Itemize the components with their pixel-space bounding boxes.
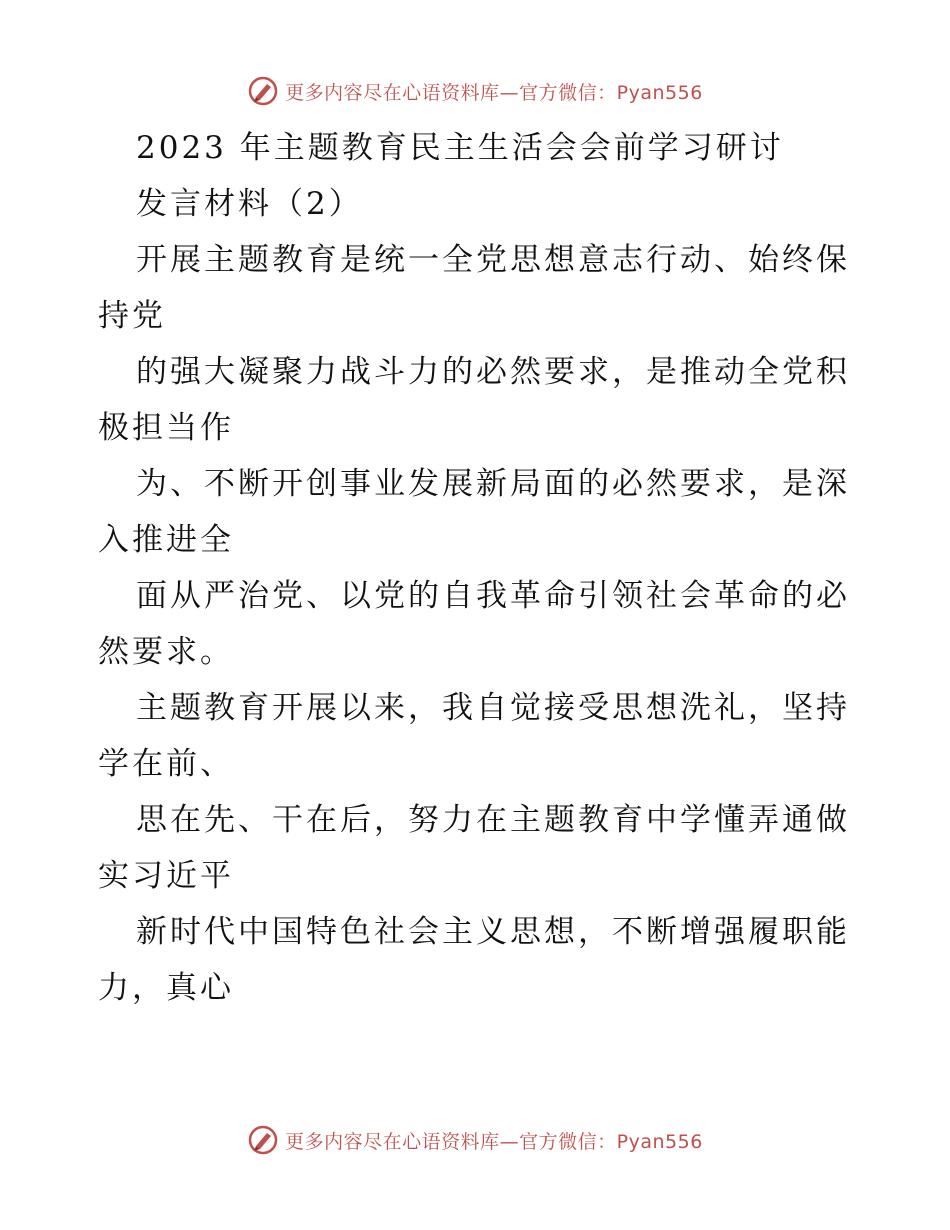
paragraph-line: 入推进全 xyxy=(98,522,234,558)
watermark-footer xyxy=(0,1120,950,1160)
watermark-text: 更多内容尽在心语资料库—官方微信：Pyan556 xyxy=(285,1130,703,1153)
paragraph-line: 持党 xyxy=(98,298,166,334)
document-body xyxy=(98,120,858,1016)
doc-title-line-1: 2023 年主题教育民主生活会会前学习研讨 xyxy=(136,130,784,166)
paragraph-line: 开展主题教育是统一全党思想意志行动、始终保 xyxy=(136,242,850,278)
doc-title-line-2: 发言材料（2） xyxy=(136,186,363,222)
pen-seal-icon xyxy=(247,75,279,107)
pen-seal-icon xyxy=(247,1124,279,1156)
paragraph-line: 新时代中国特色社会主义思想，不断增强履职能 xyxy=(136,914,850,950)
paragraph-line: 的强大凝聚力战斗力的必然要求，是推动全党积 xyxy=(136,354,850,390)
paragraph-line: 力，真心 xyxy=(98,970,234,1006)
paragraph-line: 学在前、 xyxy=(98,746,234,782)
watermark-text: 更多内容尽在心语资料库—官方微信：Pyan556 xyxy=(285,81,703,104)
watermark-header xyxy=(0,71,950,111)
paragraph-line: 思在先、干在后，努力在主题教育中学懂弄通做 xyxy=(136,802,850,838)
paragraph-line: 然要求。 xyxy=(98,634,234,670)
paragraph-line: 主题教育开展以来，我自觉接受思想洗礼，坚持 xyxy=(136,690,850,726)
paragraph-line: 极担当作 xyxy=(98,410,234,446)
paragraph-line: 实习近平 xyxy=(98,858,234,894)
paragraph-line: 面从严治党、以党的自我革命引领社会革命的必 xyxy=(136,578,850,614)
paragraph-line: 为、不断开创事业发展新局面的必然要求，是深 xyxy=(136,466,850,502)
